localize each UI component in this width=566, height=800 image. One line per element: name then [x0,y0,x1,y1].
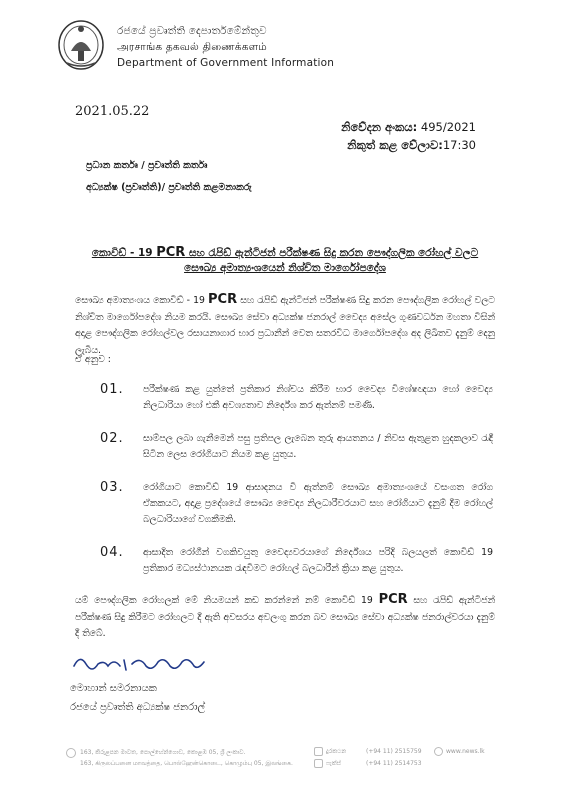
header-tamil: அரசாங்க தகவல் திணைக்களம் [117,41,267,53]
item-number: 03. [100,480,124,495]
item-number: 04. [100,545,124,560]
notice-number-label: නිවේදන අංකය: [341,120,418,134]
item-number: 02. [100,431,124,446]
footer-fax-label: ෆැක්ස් [326,760,341,767]
item-text: සාම්පල ලබා ගැනීමෙන් පසු ප්‍රතිපල ලැබෙන තුරු ආයතනය / නිවස ඇතුළත හුදකලාව රැඳී සිටින ලෙස රෝගියාට නියම කළ යුතුය. [143,433,493,460]
footer-address-si: 163, කිරුළපන මාවත, පොල්හේන්ගොඩ, කොළඹ 05, ශ්‍රී ලංකාව. [80,749,246,756]
closing-post: සහ රැපිඩ් ඇන්ටිජන් පරීක්ෂණ සිදු කිරීමට රෝහලට දී ඇති අවසරය අවලංගු කරන බව සෞඛ්‍ය සේවා අධ්‍යක්ෂ ජනරාල්වරයා දැනුම් දී තිබේ. [75,595,496,639]
footer-phone: (+94 11) 2515759 [366,748,422,755]
title-pre: කොවිඩ් - 19 [91,247,157,259]
closing-pcr: PCR [378,592,408,607]
fax-icon [314,759,323,768]
item-text: ආසාදිත රෝගීන් වගකිවයුතු වෛද්‍යවරයාගේ නිර්දේශය පරිදි බලයලත් කොවිඩ් 19 ප්‍රතිකාර මධ්‍යස්ථානයක රැඳවීමට රෝහල් බලධාරීන් ක්‍රියා කළ යුතුය. [143,547,493,574]
addressee-line: ප්‍රධාන කර්තෘ / ප්‍රවෘත්ති කර්තෘ [86,160,208,171]
header-sinhala: රජයේ ප්‍රවෘත්ති දෙපාර්තමේන්තුව [117,25,267,37]
title-pcr: PCR [156,245,186,260]
lead-text: ඒ අනුව : [75,354,111,365]
letterhead-footer [66,742,566,800]
footer-fax: (+94 11) 2514753 [366,760,422,767]
issued-time [347,138,476,153]
item-text: රෝගියාට කොවිඩ් 19 ආසාදනය වී ඇත්නම් සෞඛ්‍ය අමාත්‍යංශයේ වසංගත රෝග ඒකකයට, අදාළ ප්‍රදේශයේ සෞඛ්‍ය වෛද්‍ය නිලධාරීවරයාට සහ රෝගියාට දැනුම් දීම රෝහල් බලධාරියාගේ වගකීමකි. [143,482,493,525]
issued-time-value: 17:30 [442,138,476,152]
document-date: 2021.05.22 [75,104,150,119]
footer-web: www.news.lk [446,748,485,755]
item-number: 01. [100,382,124,397]
intro-paragraph [75,292,495,359]
closing-paragraph [75,592,495,643]
handwritten-signature [70,650,210,678]
notice-number [341,120,476,135]
addressee-line: අධ්‍යක්ෂ (ප්‍රවෘත්ති)/ ප්‍රවෘත්ති කළමනාකරු [86,182,252,193]
signatory-name: මොහාන් සමරනායක [70,683,157,694]
footer-phone-label: දුරකථන [326,748,347,755]
intro-pre: සෞඛ්‍ය අමාත්‍යංශය කොවිඩ් - 19 [75,295,209,306]
intro-pcr: PCR [208,292,238,307]
document-title [75,245,495,276]
location-icon [66,748,76,758]
sri-lanka-emblem [57,19,105,71]
phone-icon [314,747,323,756]
signatory-title: රජයේ ප්‍රවෘත්ති අධ්‍යක්ෂ ජනරාල් [70,702,206,713]
item-text: පරීක්ෂණ කළ යුත්තේ ප්‍රතිකාර නිශ්චය කිරීම භාර වෛද්‍ය විශේෂඥයා හෝ වෛද්‍ය නිලධාරියා හෝ එකී අවශ්‍යතාව නිර්දේශ කර ඇත්නම් පමණි. [143,384,493,411]
intro-post: සහ රැපිඩ් ඇන්ටිජන් පරීක්ෂණ සිදු කරන පෞද්ගලික රෝහල් වලට නිශ්චිත මාර්ගෝපදේශ නියම කරයි. සෞඛ්‍ය සේවා අධ්‍යක්ෂ ජනරාල් වෛද්‍ය අසේල ගුණවර්ධන මහතා විසින් අදාළ පෞද්ගලික රෝහල්වල රසායනාගාර භාර ප්‍රධානීන් වෙත සතරවිධ මාර්ගෝපදේශ අද ලිඛිතව දැනුම් දෙනු ලැබීය. [75,295,495,356]
notice-number-value: 495/2021 [420,120,476,134]
closing-pre: යම් පෞද්ගලික රෝහලක් මේ නියමයන් කඩ කරන්නේ නම් කොවිඩ් 19 [75,595,379,606]
title-post: සහ රැපිඩ් ඇන්ටිජන් පරීක්ෂණ සිදු කරන පෞද්ගලික රෝහල් වලට සෞඛ්‍ය අමාත්‍යංශයෙන් නිශ්චිත මාර්ගෝපදේශ [184,247,479,274]
issued-time-label: නිකුත් කළ වේලාව: [347,138,443,152]
footer-address-ta: 163, கிருலப்பனை மாவத்தை, பொல்ஹேன்கொடை, கொழும்பு 05, இலங்கை. [80,760,293,767]
header-english: Department of Government Information [117,57,335,69]
web-icon [434,747,443,756]
